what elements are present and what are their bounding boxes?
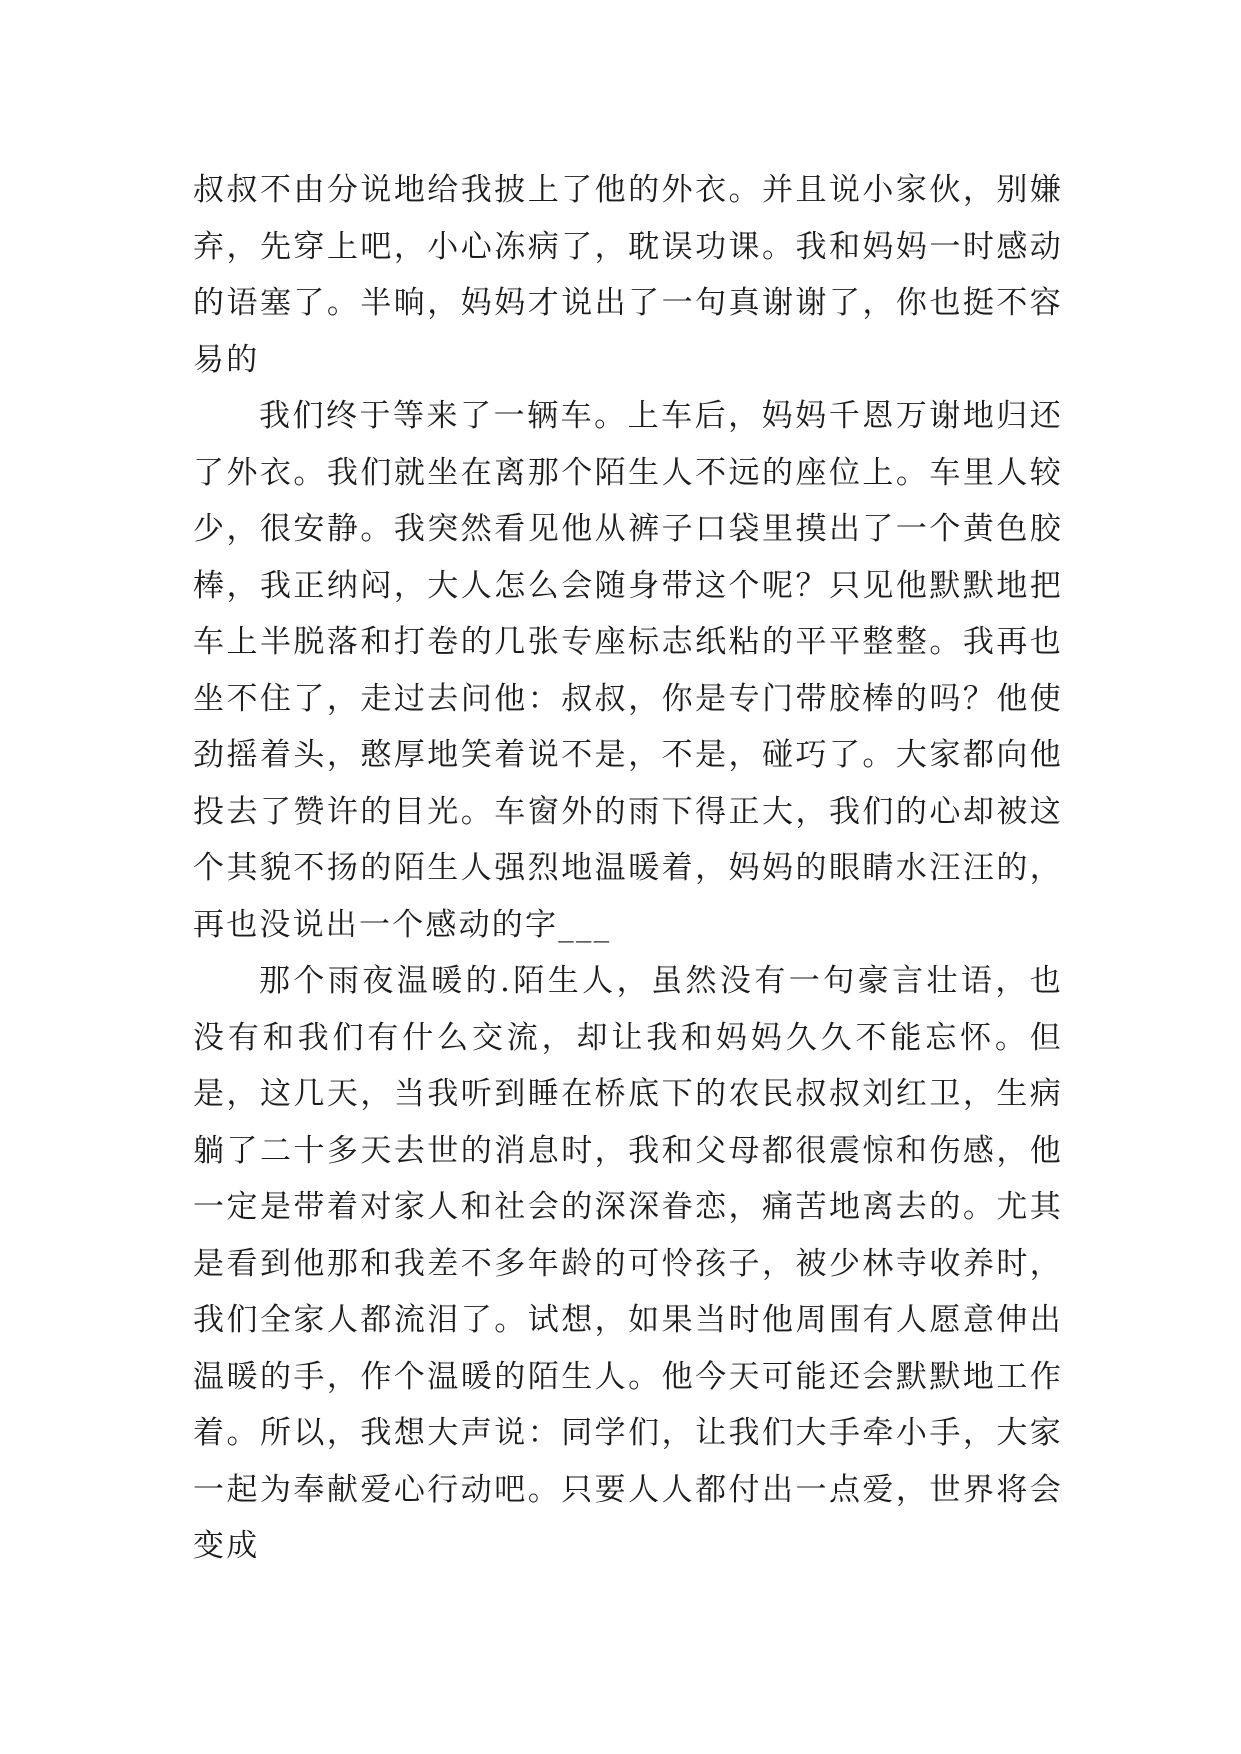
document-body: [193, 162, 1063, 1575]
paragraph-2: 我们终于等来了一辆车。上车后，妈妈千恩万谢地归还了外衣。我们就坐在离那个陌生人不远的座位上。车里人较少，很安静。我突然看见他从裤子口袋里摸出了一个黄色胶棒，我正纳闷，大人怎么会随身带这个呢？只见他默默地把车上半脱落和打卷的几张专座标志纸粘的平平整整。我再也坐不住了，走过去问他：叔叔，你是专门带胶棒的吗？他使劲摇着头，憨厚地笑着说不是，不是，碰巧了。大家都向他投去了赞许的目光。车窗外的雨下得正大，我们的心却被这个其貌不扬的陌生人强烈地温暖着，妈妈的眼睛水汪汪的，再也没说出一个感动的字___: [193, 398, 1063, 943]
paragraph-3: 那个雨夜温暖的.陌生人，虽然没有一句豪言壮语，也没有和我们有什么交流，却让我和妈妈久久不能忘怀。但是，这几天，当我听到睡在桥底下的农民叔叔刘红卫，生病躺了二十多天去世的消息时，我和父母都很震惊和伤感，他一定是带着对家人和社会的深深眷恋，痛苦地离去的。尤其是看到他那和我差不多年龄的可怜孩子，被少林寺收养时，我们全家人都流泪了。试想，如果当时他周围有人愿意伸出温暖的手，作个温暖的陌生人。他今天可能还会默默地工作着。所以，我想大声说：同学们，让我们大手牵小手，大家一起为奉献爱心行动吧。只要人人都付出一点爱，世界将会变成: [193, 963, 1063, 1564]
paragraph-1: 叔叔不由分说地给我披上了他的外衣。并且说小家伙，别嫌弃，先穿上吧，小心冻病了，耽误功课。我和妈妈一时感动的语塞了。半晌，妈妈才说出了一句真谢谢了，你也挺不容易的: [193, 172, 1063, 378]
